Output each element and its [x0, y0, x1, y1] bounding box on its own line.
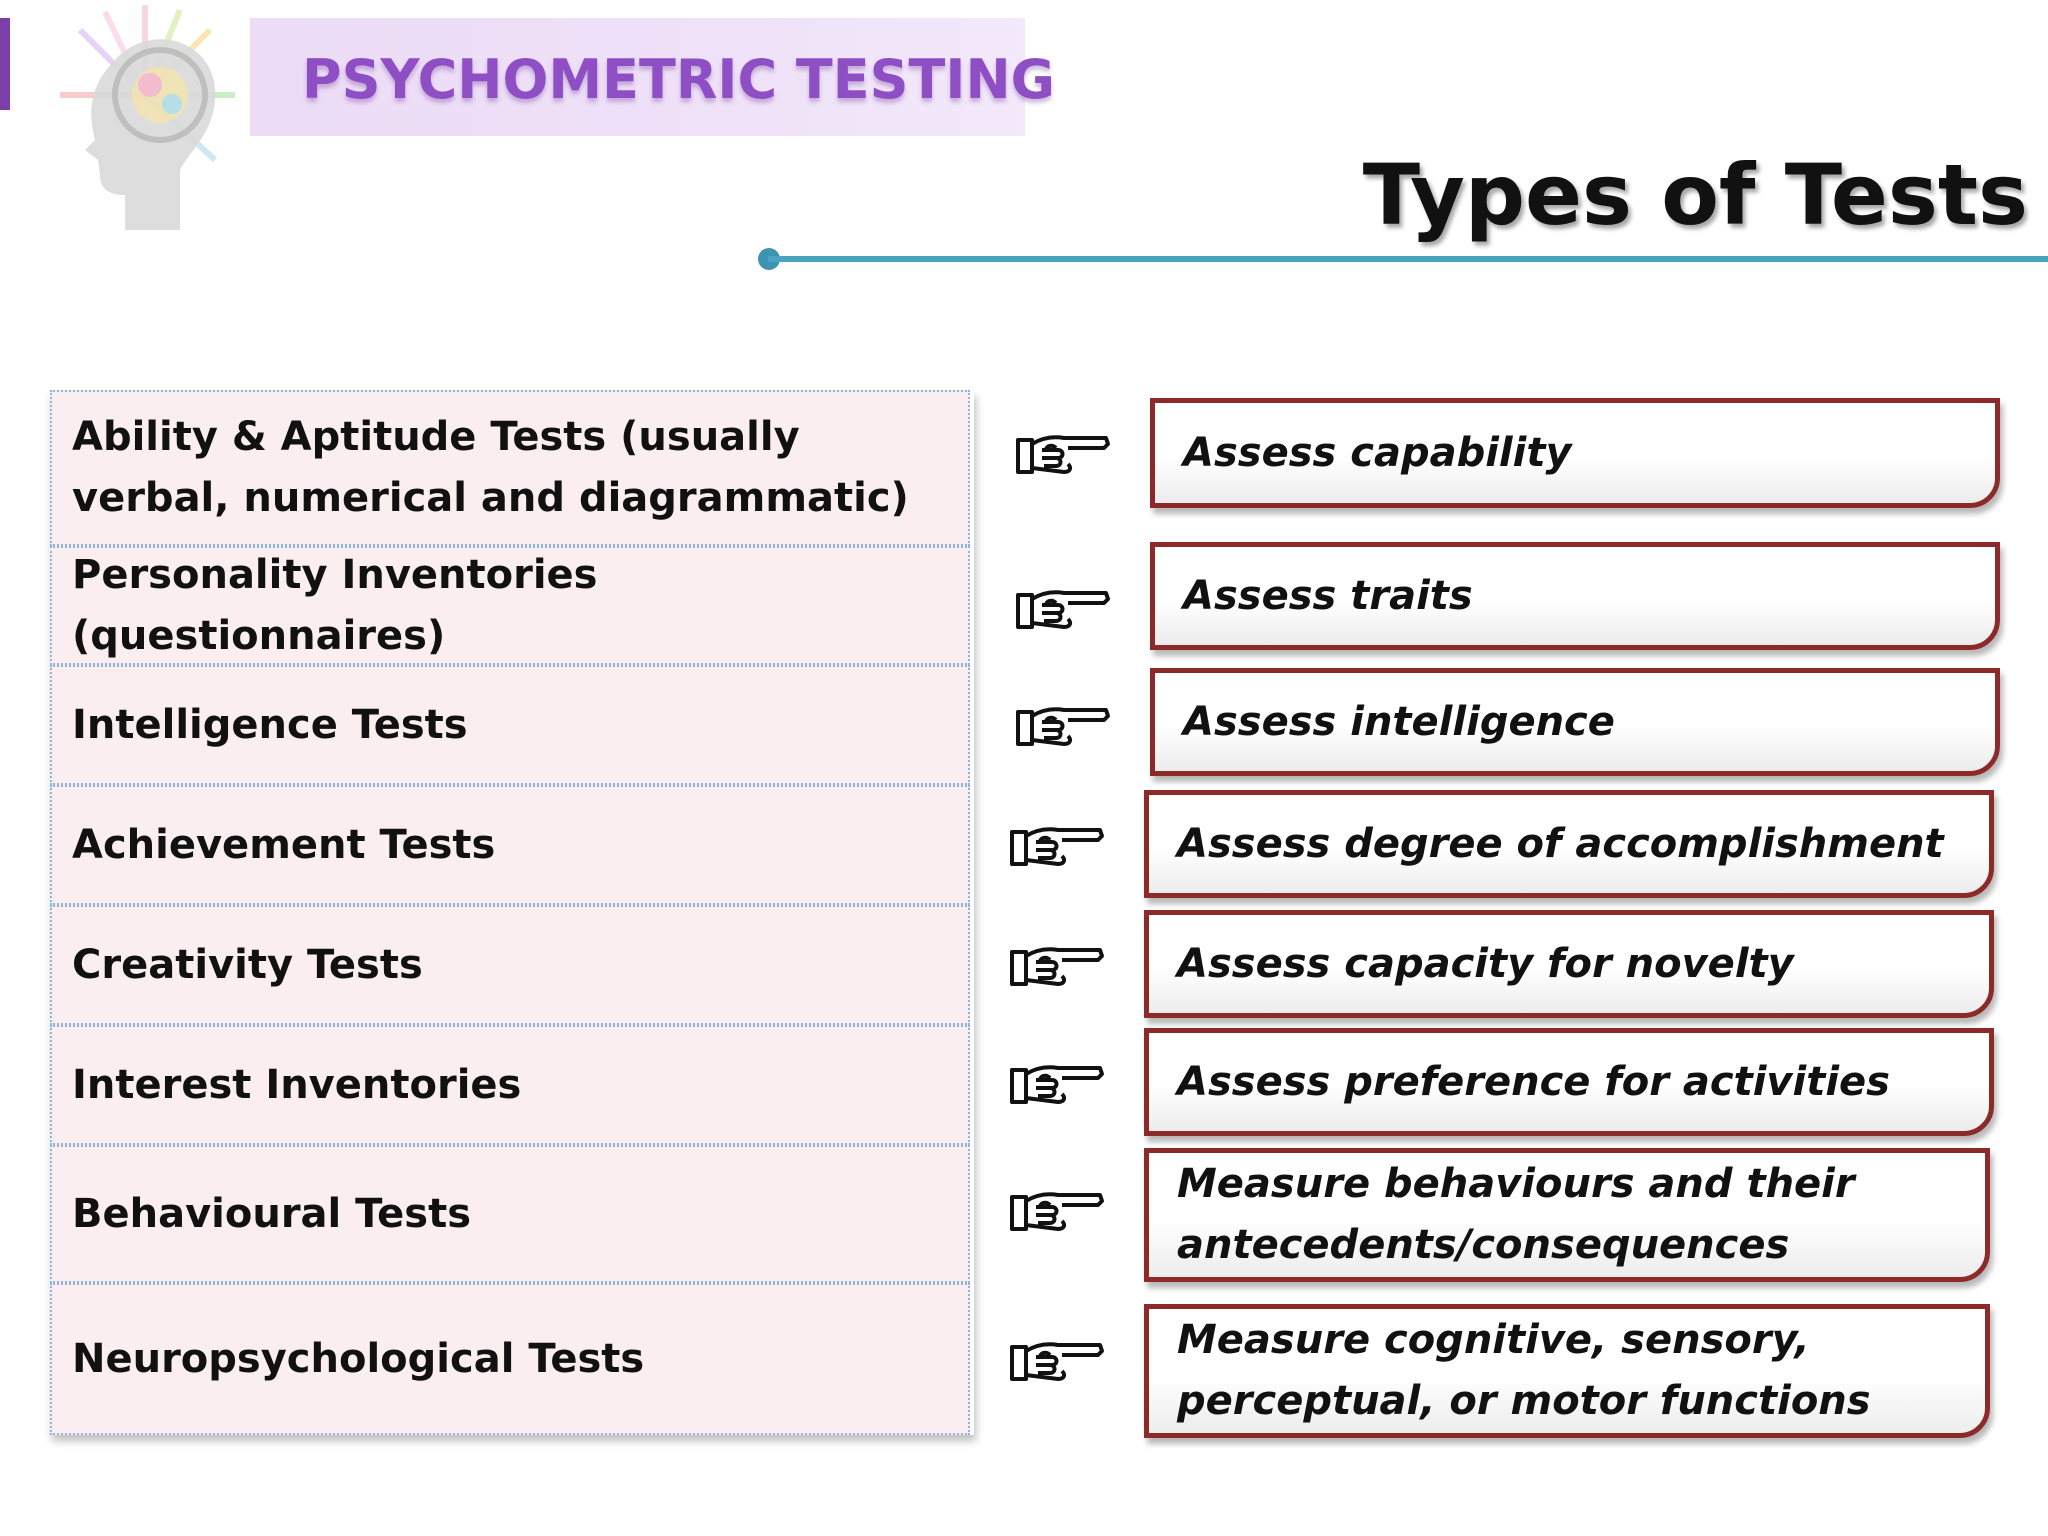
table-row [50, 1145, 970, 1283]
table-row [50, 665, 970, 785]
description-text: Assess capability [1183, 429, 1572, 476]
description-text: Assess preference for activities [1177, 1058, 1890, 1105]
description-box [1144, 1148, 1990, 1282]
test-type-label: Creativity Tests [72, 941, 423, 988]
description-box [1150, 542, 2000, 650]
description-text: Measure behaviours and their antecedents/consequences [1177, 1161, 1855, 1268]
test-type-label: Intelligence Tests [72, 701, 468, 748]
description-box [1144, 1028, 1994, 1136]
pointing-hand-icon [1006, 1335, 1106, 1391]
description-box [1144, 910, 1994, 1018]
table-row [50, 1283, 970, 1435]
head-profile-logo [30, 0, 260, 250]
description-box [1150, 398, 2000, 508]
pointing-hand-icon [1006, 1058, 1106, 1114]
description-box [1144, 1304, 1990, 1438]
description-box [1144, 790, 1994, 898]
pointing-hand-icon [1006, 820, 1106, 876]
test-types-table [50, 390, 974, 1435]
table-row [50, 390, 970, 546]
description-text: Assess intelligence [1183, 698, 1615, 745]
slide-title: Types of Tests [1362, 146, 2028, 244]
table-row [50, 1025, 970, 1145]
pointing-hand-icon [1012, 428, 1112, 484]
test-type-label: Personality Inventories (questionnaires) [72, 551, 598, 659]
test-type-label: Achievement Tests [72, 821, 496, 868]
test-type-label: Neuropsychological Tests [72, 1335, 645, 1382]
table-row [50, 905, 970, 1025]
banner-title: PSYCHOMETRIC TESTING [302, 48, 1055, 111]
description-text: Assess capacity for novelty [1177, 940, 1794, 987]
description-text: Assess traits [1183, 572, 1473, 619]
pointing-hand-icon [1006, 1185, 1106, 1241]
pointing-hand-icon [1012, 583, 1112, 639]
description-text: Assess degree of accomplishment [1177, 820, 1944, 867]
test-type-label: Ability & Aptitude Tests (usually verbal, numerical and diagrammatic) [72, 414, 909, 521]
pointing-hand-icon [1012, 700, 1112, 756]
test-type-label: Behavioural Tests [72, 1190, 472, 1237]
accent-bar [0, 18, 10, 110]
title-rule [768, 256, 2048, 262]
description-box [1150, 668, 2000, 776]
table-row [50, 546, 970, 665]
description-text: Measure cognitive, sensory, perceptual, or motor functions [1177, 1317, 1871, 1424]
table-row [50, 785, 970, 905]
test-type-label: Interest Inventories [72, 1061, 522, 1108]
pointing-hand-icon [1006, 940, 1106, 996]
